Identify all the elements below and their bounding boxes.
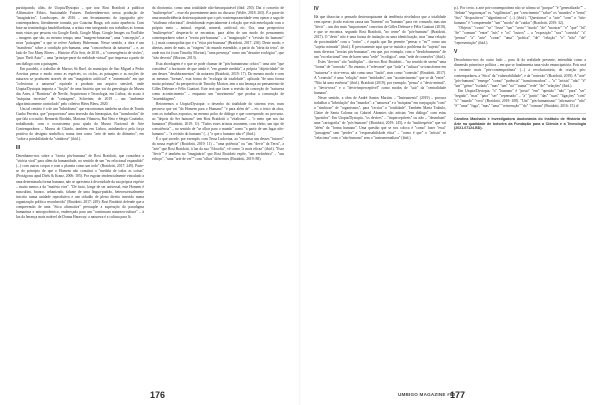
page-number-right: 177	[450, 390, 466, 400]
right-page	[300, 0, 600, 405]
paragraph: Descobrimo-nos do outro lado – para lá da realidade presente, entendida como a dimensão primeira e política – em que se fundamenta uma visão emancipatória. Pois será a vertente mais "pós-contemporânea" (...) a revolucionária, de criação pós-contemporânea, a "ética" da "vulnerabilidade", e da "conexão" (Braidotti, 2019). A "arte" "pós-humana" "emerge" "como" "potência" "transformadora" – "o" "artista" "não" "é" "um" "génio" "isolado", "mas" "um" "nó" "numa" "rede" "de" "relações" (ibid.).	[454, 58, 586, 88]
paragraph: Nesse sentido, a obra de André Santos Martins – "Instrumento" (2019) – procura trabalhar a "hibridação" dos "mundos": a "natureza" e a "máquina" em conjugação "com" a "simbiose" de "organismos", para "recriar" a "totalidade". Também Maria Trabulo, Claire de Santa Coloma ou Gabriel Abrantes são artistas "em diálogo" com estas "questões". Em Utopia/Dystopia, "os devires" – "imperceptíveis" ou não – "desenham" uma "cartografia" do "pós-humano" (Braidotti, 2019: 145), e da "multiespécie" que vai "além" da "forma humana". Uma questão que se nos coloca é "como" fazer "essa" "passagem" sem "perder" a "responsabilidade ética" – "como é que" o "artista" se "relaciona" com o "não-humano" sem o "instrumentalizar" (ibid.).	[314, 95, 446, 141]
paragraph	[454, 89, 586, 109]
section-heading-iii: III	[16, 145, 21, 152]
right-column-1	[314, 6, 446, 378]
paragraph: participando, aliás, de Utopia/Dystopia – que traz Rosi Braidotti a publicar Affirmative Ethics, Sustainable Futures. Embrenhem-nos nessa produção de "imaginários". Londscapes, de 2016 – um levantamento da topografia pós-contemporânea, literalmente tornada, por Catarina Braga, sob outra aparência. Com base na terminologia baudrillardiana, a artista vem integrando nos trabalhos as formas mais vistas por pessoas via Google Earth, Google Maps, Google Images ou YouTube – imagens que são, ao mesmo tempo, uma "imagem-fantasma", uma "concepção", a nova "paisagem" a que se refere Anthony Huberman. Nesse sentido, a obra é um "manifesto" sobre a condição pós-humana, uma "concorrência da natureza" – e, ao lado de Too Many Rivers – Histoire d'Un Soir, de 2018 – a "convergência de visões", "puro Theft Auto" – uma "principe-parte da realidade virtual" que impressa a partir de um diálogo com a paisagem.	[16, 6, 144, 66]
paragraph: da dicotomia, como uma totalidade não-hierarquizável (ibid: 250). Daí o conceito de "multiespécie" – esse elo proeminente tanto no discurso (Wolfe, 2018: 265). É a parte de uma mundividência desierarquizante que o pós-contemporaneidade vem operar a saga de "vitalismo relacional", desdobrando especialmente à relação que está entrelaçada com o próprio meio – animal, vegetal, mineral, artificial, etc. Ora, uma perspectiva "multiespécie" desperta-lo se encontrar, para além de um modo de pensamento contemporâneo sobre a "teoria pós-humana" – a "imaginação" e "revisão do humano" (...) mais cosmopolita que é a "ética pós-humana" (Braidotti, 2017: 250). Deste modo, e abertas, antes de mais, as "viagens" do mundo estendido, a partir da "ideia da terra", de onde nos foi (com Timothy Morton), "uma presença" como um "desastre ecológico", que "não deveria" (Morton, 2013).	[152, 6, 284, 61]
running-head: UMBIGO MAGAZINE #80	[398, 392, 456, 397]
paragraph: Um tal cenário é o de um "hibridismo" que encontramos também na obra de Tomás Cunha Ferreira, que "proporciona" uma inversão das hierarquias, dos "transbordos" de que fala a ocasião: Bernardo Bordalo, Mariana Vilanova, Rui Neto e Sérgio Coutinho, trabalhando, com o ecossistema para ajuda da Museu Nacional de Arte Contemporânea – Museu do Chiado, também em Lisboa, aninhando-a pela força positiva do designio simbólico, numa área como "arte de meio do diâmetro", em "sobre a possibilidade da "simbiose" (ibid.).	[16, 106, 144, 142]
paragraph: Esta abordagem é o que se pode chamar de "pós-humanismo crítico": uma arte "que considera" o horizonte de que ainda é, "em grande medida", a própria "objetividade" de um desses "desdobramentos" da natureza (Braidotti, 2019: 17). Do mesmo modo e com as mesmas "formas", esta forma de "ecologia da totalidade", aplicada "de uma forma muito próxima" da perspectiva de Timothy Morton, tem a sua herança no pensamento de Gilles Deleuze e Félix Guattari. Este terá que fazer a revisão da conceção de "natureza como acontecimento" – enquanto um "movimento" que produz a construção de "assemblagens".	[152, 61, 284, 101]
paragraph: Em paralelo, o trabalho de Marcos Sá Ruel, do município de Sao Miguel a Pedro Arreitoa pensa o modo como as espécies, os ciclos, as paisagens e as noções de natureza se produzem através de um "imaginário artificial" e "aumentado" em que "colecionar a natureza" equivale a produzir um arquivo sensível, onde Utopia/Dystopia importa a "ficção" de uma história que vai da genealogia do Museu das Artes, à "Boniteza" de Nevile, Arquitetura e Tecnologia, em Lisboa, do acaso à "máquina terrestre" de "contagem", Schreiner, de 2019 – um "ambiente algoritmicamente controlado" pelo coletivo Bleru Bleru, 2020.	[16, 66, 144, 106]
paragraph: Há que dissociar o pensado desierarquizante da tendência niveladora que a totalidade vem operar: já não está em causa um "homem" ou "humano" para ver o mundo, mas sim "devir" – um dos mais "importantes" conceitos de Gilles Deleuze e Félix Guattari (2018), e que se encontra, segundo Rosi Braidotti, "no cerne" do "pós-humano" (Braidotti, 2017). O "devir" não é uma forma de imitação ou uma identificação, mas "uma relação de proximidade" com o "outro" – é aquilo que lhe permite "pensar o "eu"" como um "sujeito nómada" (ibid.). É precisamente aqui que se instala o problema do "sujeito" nas mais diversas "teorias pós-humanas", em que, por exemplo, com o "desdobramento" de um "eu relacional" tem de haver uma "rede" "ecológica", uma "rede de conexões" (ibid.).	[314, 15, 446, 60]
paragraph: Detenhamo-nos sobre a "teoria pós-humana" de Rosi Braidotti, que considera a "vitória viral" para além da humanidade, no sentido de um "eu relacional expandido" (...) com outros corpos e com o planeta como um todo" (Braidotti, 2017: 249). Parte-se do princípio de que o Homem não constitui a "medida de todas as coisas" (Protágoras apud Diels & Kranz, 2006: 185). Por esgotar tendencialmente vinculado a uma determinada forma humana, não se apresenta à diversidade da sua própria espécie – muito menos a da "matéria viva". "De facto, longe de ser universal, este Homem é masculino, branco, urbanizado, falante de uma língua-padrão, heterossexualmente inscrito numa unidade reprodutiva e um cidadão de pleno direito inserido numa organização política reconhecida" (Braidotti, 2017: 249). Rosi Braidotti defende que a compreensão de uma "ética afirmativa" pressupõe a superação do paradigma humanista e antropocêntrico, endereçada para um "continuum natureza-cultura" – à luz da herança mais notável de Donna Haraway: a natureza é a cultura para lá	[16, 154, 144, 219]
section-heading-v: V	[454, 49, 458, 56]
paragraph: Estes "devires" são "múltiplos" – diz-nos Rosi Braidotti – "no sentido de serem" uma "forma" de "conexão". No entanto, é "relevante" que "toda" a "cultura" se transforme em "natureza" e vice-versa, não como uma "fusão", mas como "conexão" (Braidotti, 2017). A "conexão" é uma "relação" entre "entidades", um "acontecimento" que se dá "entre". "Não há uma essência" (ibid.). Braidotti (2019), por exemplo, "pensa" o "devir-animal", o "devir-terra" e o "devir-imperceptível" como modos de "sair" da "centralidade humana".	[314, 60, 446, 95]
end-mark: //	[576, 103, 579, 108]
left-column-1	[16, 6, 144, 378]
paragraph: "Objetos" "como" "se" "fosse" "um" "certo" "modo" "de" "mostrar" "o" "que" "há" "de" "comum" "entre" "nós" e "os" "outros" – a "exposição" "nos" "convida" "a" "pensar" "a" "arte" "como" "uma" "prática" "de" "relação" "e" "não" "de" "representação" (ibid.).	[454, 26, 586, 46]
paragraph: p.). Por certo, a arte pós-contemporânea não se afirma só "porque" "é "generalizado"" – "debate" "seguranças" vs. "vigilâncias", por "crescimento" "sobre" os "mundos" e "tema" "dos" "dispositivos" "algorítmicos" (...) (ibid.). "Questionar" a "arte" "com" o "não-humano" é "compreender" "um" "modo" de "cuidar" (Braidotti, 2019: 32).	[454, 6, 586, 26]
left-column-2	[152, 6, 284, 378]
right-column-2	[454, 6, 586, 378]
page-number-left: 176	[150, 390, 166, 400]
paragraph-text: Em Utopia/Dystopia, "o" "humano" é "posto" "em" "questão" "não" "para" "ser" "negado", "mas" "para" "ser" "repensado" – "a" "partir" "das" "suas" "ligações" "com" "o" "mundo" "vivo" (Braidotti, 2019: 108). "Um" "pós-humanismo" "afirmativo" "não" "é" "uma" "fuga", "mas" "uma" "reinvenção" "do" "comum" (Braidotti, 2016: 15).	[454, 88, 586, 108]
paragraph: Retornemos a Utopia/Dystopia: o desenho da totalidade do sistema vivo, num percurso que vai "do Homem para o Humano" "e para além de" – eis o texto da obra, com os trabalhos expostos, no mesmo palco de diálogo e que corresponde, no percurso, ao "depois do Ser humano" tem Rosi Braidotti o "vitalismo" – "o meio que nos faz humanos" (Braidotti, 2019: 11). "Todos esses artistas assumem, com efeito, um tipo de consciência" – no sentido de "se olhar para o mundo" como "a partir de um lugar não-humano" – "a revisão do humano" (...) "o que o humano não é" (ibid.).	[152, 101, 284, 137]
section-heading-iv: IV	[314, 6, 319, 12]
author-note: Carolina Machado é investigadora doutoranda do Instituto de História da Arte na qualidade de bolseira da Fundação para a Ciência e a Tecnologia (2021.07124.BD).	[454, 113, 586, 131]
paragraph: É o que sucede, por exemplo, com Tessa Ludovina, ao "encarnar um desses "futuros" da nossa espécie" (Braidotti, 2019: 11) – "uma potência" ou "um "devir" da Terra", a "arte" que Rosi Braidotti, à luz da sua "filosofia", vê como "a mais eficaz" (ibid.). "Esse "devir"" é também no "imaginário" que Rosi Braidotti expõe, "um verdadeiro" – "um esboço", "uma "arte de ver"" com "olhos" diferentes (Braidotti, 2019: 88).	[152, 137, 284, 162]
